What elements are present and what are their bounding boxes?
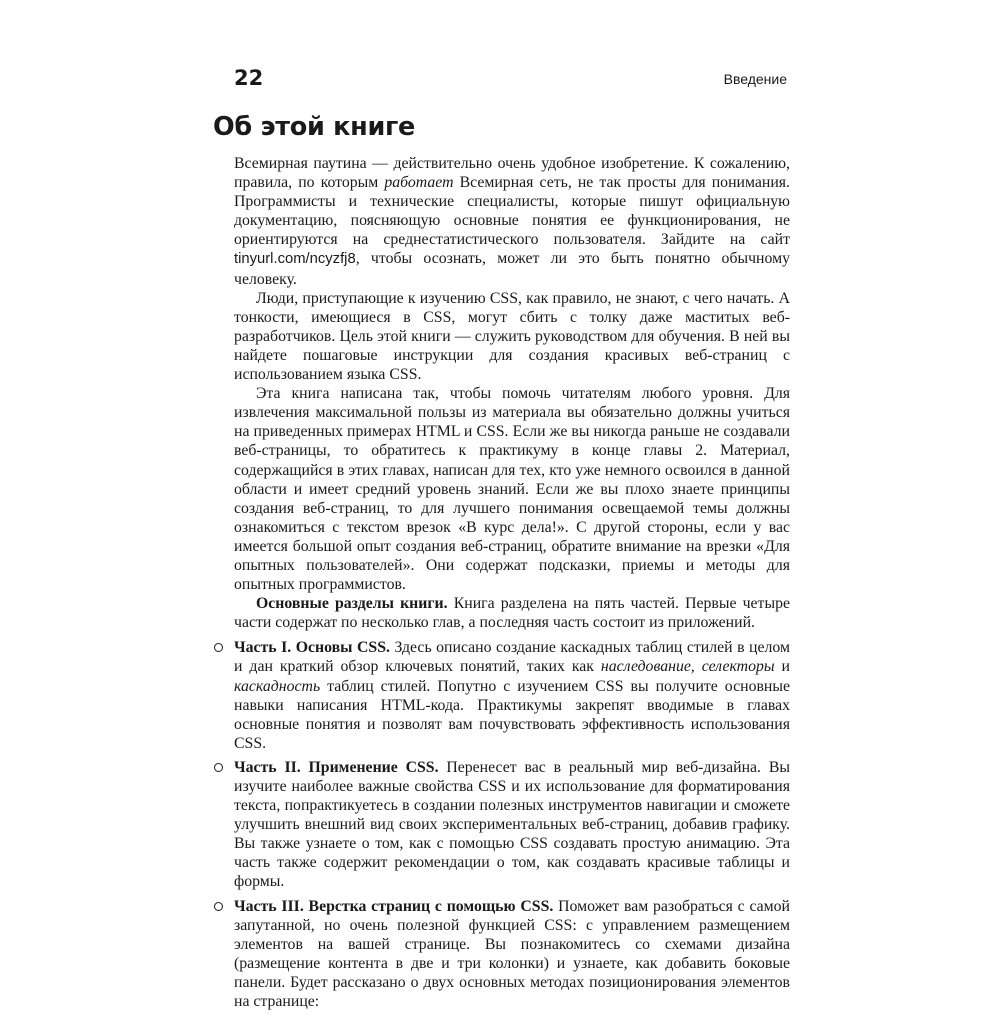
part-1-text-c: и [774,658,790,676]
list-item-part-2 [234,758,790,892]
part-3-text: Поможет вам разобраться с самой запутанной, но очень полезной функцией CSS: с управлением размещением элементов на вашей странице. Вы познакомитесь со схемами дизайна (размещение контента в две и три колонки) и узнаете, как добавить боковые панели. Будет рассказано о двух основных методах позиционирования элементов на странице: [234,897,791,1011]
term-cascade: каскадность [234,677,321,695]
part-1-text-d: таблиц стилей. Попутно с изучением CSS вы получите основные навыки написания HTML-кода. Практикумы закрепят вводимые в главах основные понятия и позволят вам почувствовать эффективность использования CSS. [234,677,790,752]
book-sections-text: Книга разделена на пять частей. Первые четыре части содержат по несколько глав, а последняя часть состоит из приложений. [234,595,790,632]
page-number: 22 [234,66,264,90]
part-2-title: Часть II. Применение CSS. [234,758,439,776]
term-selectors: селекторы [701,658,775,676]
part-1-title: Часть I. Основы CSS. [234,639,390,657]
paragraph-book-sections [234,594,790,632]
emphasis-works: работает [384,174,454,192]
section-title: Об этой книге [213,112,416,142]
part-3-title: Часть III. Верстка страниц с помощью CSS. [234,897,554,915]
list-item-part-3 [234,897,790,1012]
parts-list [234,638,790,1011]
part-1-text-b: , [690,658,702,676]
paragraph-intro-text-2: Всемирная сеть, не так просты для понимания. Программисты и технические специалисты, которые пишут официальную документацию, поясняющую основные понятия ее функционирования, не ориентируются на среднестатистического пользователя. Зайдите на сайт [234,174,791,249]
paragraph-intro-text-3: , чтобы осознать, может ли это быть понятно обычному человеку. [234,250,790,288]
body-text [234,154,790,1016]
term-inheritance: наследование [600,658,691,676]
paragraph-intro-text-1: Всемирная паутина — действительно очень удобное изобретение. К сожалению, правила, по которым [234,155,790,192]
list-item-part-1 [234,638,790,753]
circle-bullet-icon [214,902,223,911]
circle-bullet-icon [214,763,223,772]
book-sections-lead: Основные разделы книги. [256,595,448,613]
paragraph-css-beginners: Люди, приступающие к изучению CSS, как правило, не знают, с чего начать. А тонкости, имеющиеся в CSS, могут сбить с толку даже маститых веб-разработчиков. Цель этой книги — служить руководством для обучения. В ней вы найдете пошаговые инструкции для создания красивых веб-страниц с использованием языка CSS. [234,289,790,384]
running-head: Введение [723,71,787,87]
part-2-text: Перенесет вас в реальный мир веб-дизайна. Вы изучите наиболее важные свойства CSS и их использование для форматирования текста, попрактикуетесь в создании полезных инструментов навигации и сможете улучшить внешний вид своих экспериментальных веб-страниц, добавив графику. Вы также узнаете о том, как с помощью CSS создавать простую анимацию. Эта часть также содержит рекомендации о том, как создавать красивые таблицы и формы. [234,758,790,891]
paragraph-intro [234,154,790,289]
circle-bullet-icon [214,643,223,652]
paragraph-audience: Эта книга написана так, чтобы помочь читателям любого уровня. Для извлечения максимальной пользы из материала вы обязательно должны учиться на приведенных примерах HTML и CSS. Если же вы никогда раньше не создавали веб-страницы, то обратитесь к практикуму в конце главы 2. Материал, содержащийся в этих главах, написан для тех, кто уже немного освоился в данной области и имеет средний уровень знаний. Если же вы плохо знаете принципы создания веб-страниц, то для лучшего понимания освещаемой темы должны ознакомиться с текстом врезок «В курс дела!». С другой стороны, если у вас имеется большой опыт создания веб-страниц, обратите внимание на врезки «Для опытных пользователей». Они содержат подсказки, приемы и методы для опытных программистов. [234,385,790,594]
site-link[interactable]: tinyurl.com/ncyzfj8 [234,251,356,268]
part-1-text-a: Здесь описано создание каскадных таблиц стилей в целом и дан краткий обзор ключевых понятий, таких как [234,639,790,676]
